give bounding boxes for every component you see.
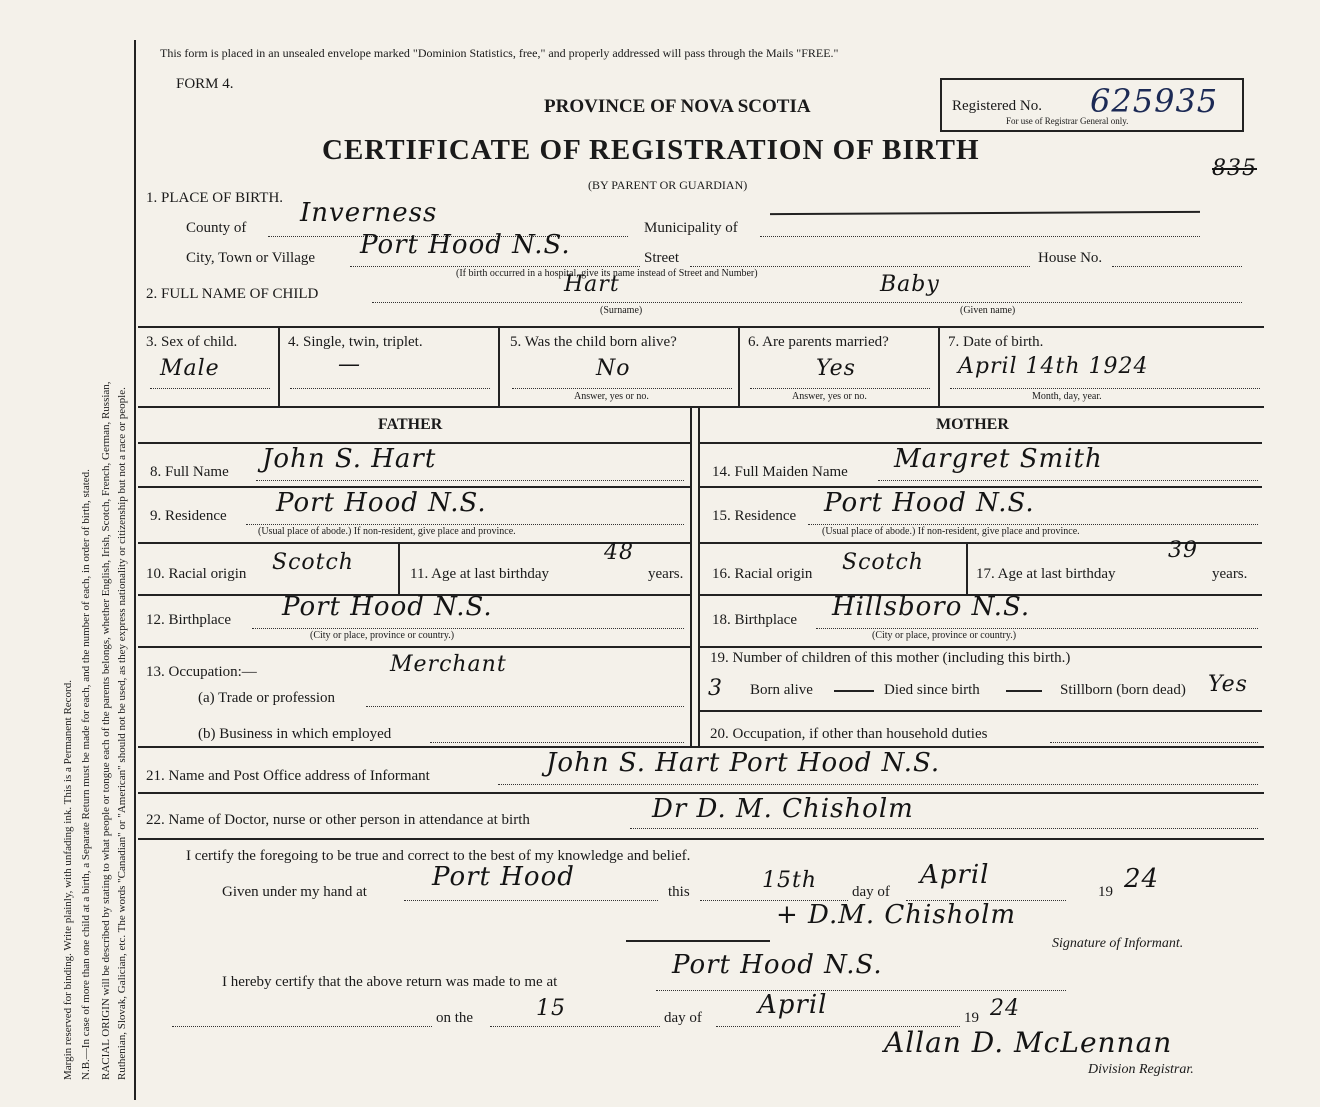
father-residence-note: (Usual place of abode.) If non-resident, give place and province. (258, 526, 516, 537)
return-day-of-label: day of (664, 1010, 702, 1026)
father-heading: FATHER (378, 416, 443, 433)
given-year: 24 (1124, 864, 1160, 894)
margin-note-binding: Margin reserved for binding. Write plainly, with unfading ink. This is a Permanent Record. (62, 680, 74, 1080)
margin-note-racial-2: Ruthenian, Slovak, Galician, etc. The words "Canadian" or "American" should not be used, as they express nationality or citizenship but not a race or people. (116, 387, 128, 1080)
informant-sig-rule (626, 940, 770, 942)
sex-value: Male (160, 356, 220, 381)
certificate-subtitle: (BY PARENT OR GUARDIAN) (588, 178, 748, 192)
informant-signature-label: Signature of Informant. (1052, 936, 1184, 951)
hospital-note: (If birth occurred in a hospital, give its name instead of Street and Number) (456, 268, 758, 279)
margin-note-racial-1: RACIAL ORIGIN will be described by stating to what people or tongue each of the parents belongs, whether English, Irish, Scotch, French, German, Russian, (100, 381, 112, 1080)
informant-signature: + D.M. Chisholm (776, 900, 1017, 930)
division-registrar-label: Division Registrar. (1088, 1062, 1194, 1077)
given-day-of-label: day of (852, 884, 890, 900)
margin-note-nb: N.B.—In case of more than one child at a birth, a Separate Return must be made for each, and the number of each, in order of birth, stated. (80, 469, 92, 1080)
stillborn-label: Stillborn (born dead) (1060, 682, 1186, 698)
father-birthplace-label: 12. Birthplace (146, 612, 231, 628)
given-day: 15th (762, 868, 818, 893)
born-alive-count-label: Born alive (750, 682, 813, 698)
mother-race-value: Scotch (842, 550, 924, 575)
registered-label: Registered No. (952, 98, 1042, 114)
certificate-title: CERTIFICATE OF REGISTRATION OF BIRTH (322, 134, 980, 166)
born-alive-count: 3 (708, 676, 723, 701)
given-year-prefix: 19 (1098, 884, 1113, 900)
mother-birthplace-note: (City or place, province or country.) (872, 630, 1017, 641)
sex-label: 3. Sex of child. (146, 334, 238, 350)
given-at-label: Given under my hand at (222, 884, 367, 900)
doctor-label: 22. Name of Doctor, nurse or other person in attendance at birth (146, 812, 530, 828)
child-name-label: 2. FULL NAME OF CHILD (146, 286, 319, 302)
father-age-value: 48 (604, 540, 634, 565)
father-occupation-label: 13. Occupation:— (146, 664, 257, 680)
father-name-label: 8. Full Name (150, 464, 229, 480)
born-alive-value: No (596, 356, 631, 381)
mother-age-unit: years. (1212, 566, 1248, 582)
mother-name-label: 14. Full Maiden Name (712, 464, 848, 480)
city-value: Port Hood N.S. (360, 230, 571, 260)
given-month: April (920, 860, 990, 890)
house-number-label: House No. (1038, 250, 1103, 266)
return-made-day: 15 (536, 996, 566, 1021)
return-made-month: April (758, 990, 828, 1020)
father-residence-value: Port Hood N.S. (276, 488, 487, 518)
mother-residence-label: 15. Residence (712, 508, 797, 524)
born-alive-dash (834, 690, 874, 692)
mail-notice: This form is placed in an unsealed envelope marked "Dominion Statistics, free," and properly addressed will pass through the Mails "FREE." (160, 46, 839, 60)
certification-statement: I certify the foregoing to be true and correct to the best of my knowledge and belief. (186, 848, 691, 864)
given-name-caption: (Given name) (960, 305, 1016, 316)
father-birthplace-note: (City or place, province or country.) (310, 630, 455, 641)
plurality-label: 4. Single, twin, triplet. (288, 334, 423, 350)
surname-caption: (Surname) (600, 305, 643, 316)
father-race-label: 10. Racial origin (146, 566, 247, 582)
parents-married-value: Yes (816, 356, 856, 381)
father-age-unit: years. (648, 566, 684, 582)
father-business-label: (b) Business in which employed (198, 726, 392, 742)
hereby-certify-label: I hereby certify that the above return was made to me at (222, 974, 558, 990)
mother-occupation-label: 20. Occupation, if other than household duties (710, 726, 988, 742)
city-label: City, Town or Village (186, 250, 316, 266)
return-made-place: Port Hood N.S. (672, 950, 883, 980)
died-since-birth-label: Died since birth (884, 682, 980, 698)
form-number: FORM 4. (176, 76, 234, 92)
child-surname: Hart (564, 272, 620, 297)
registrar-signature: Allan D. McLennan (884, 1026, 1173, 1059)
father-trade-label: (a) Trade or profession (198, 690, 336, 706)
mother-birthplace-label: 18. Birthplace (712, 612, 797, 628)
given-at-place: Port Hood (432, 862, 575, 892)
return-year-prefix: 19 (964, 1010, 979, 1026)
mother-name-value: Margret Smith (894, 444, 1103, 474)
margin-rule (134, 40, 136, 1100)
province-title: PROVINCE OF NOVA SCOTIA (544, 96, 811, 117)
father-occupation-value: Merchant (390, 652, 507, 677)
on-the-label: on the (436, 1010, 474, 1026)
father-name-value: John S. Hart (262, 444, 437, 474)
mother-residence-value: Port Hood N.S. (824, 488, 1035, 518)
municipality-label: Municipality of (644, 220, 738, 236)
return-made-year: 24 (990, 996, 1020, 1021)
street-label: Street (644, 250, 679, 266)
plurality-value: — (338, 352, 361, 377)
corner-mark: 835 (1212, 156, 1257, 181)
doctor-value: Dr D. M. Chisholm (652, 794, 914, 824)
county-label: County of (186, 220, 247, 236)
mother-children-label: 19. Number of children of this mother (including this birth.) (710, 650, 1071, 666)
informant-label: 21. Name and Post Office address of Informant (146, 768, 430, 784)
place-of-birth-label: 1. PLACE OF BIRTH. (146, 190, 284, 206)
child-given-name: Baby (880, 272, 940, 297)
stillborn-value: Yes (1208, 672, 1248, 697)
born-alive-label: 5. Was the child born alive? (510, 334, 677, 350)
born-alive-note: Answer, yes or no. (574, 391, 649, 402)
mother-age-label: 17. Age at last birthday (976, 566, 1116, 582)
parents-married-note: Answer, yes or no. (792, 391, 867, 402)
this-label: this (668, 884, 690, 900)
municipality-dash (770, 211, 1200, 215)
father-race-value: Scotch (272, 550, 354, 575)
registered-number: 625935 (1090, 82, 1219, 120)
father-birthplace-value: Port Hood N.S. (282, 592, 493, 622)
date-of-birth-value: April 14th 1924 (958, 354, 1149, 379)
father-residence-label: 9. Residence (150, 508, 227, 524)
mother-race-label: 16. Racial origin (712, 566, 813, 582)
date-of-birth-note: Month, day, year. (1032, 391, 1102, 402)
parents-married-label: 6. Are parents married? (748, 334, 889, 350)
died-since-birth-dash (1006, 690, 1042, 692)
informant-value: John S. Hart Port Hood N.S. (546, 748, 941, 778)
mother-age-value: 39 (1168, 538, 1198, 563)
mother-heading: MOTHER (936, 416, 1009, 433)
mother-birthplace-value: Hillsboro N.S. (832, 592, 1031, 622)
date-of-birth-label: 7. Date of birth. (948, 334, 1044, 350)
county-value: Inverness (300, 198, 438, 228)
mother-residence-note: (Usual place of abode.) If non-resident, give place and province. (822, 526, 1080, 537)
registered-box (940, 78, 1244, 132)
registrar-note: For use of Registrar General only. (1006, 116, 1129, 126)
father-age-label: 11. Age at last birthday (410, 566, 549, 582)
